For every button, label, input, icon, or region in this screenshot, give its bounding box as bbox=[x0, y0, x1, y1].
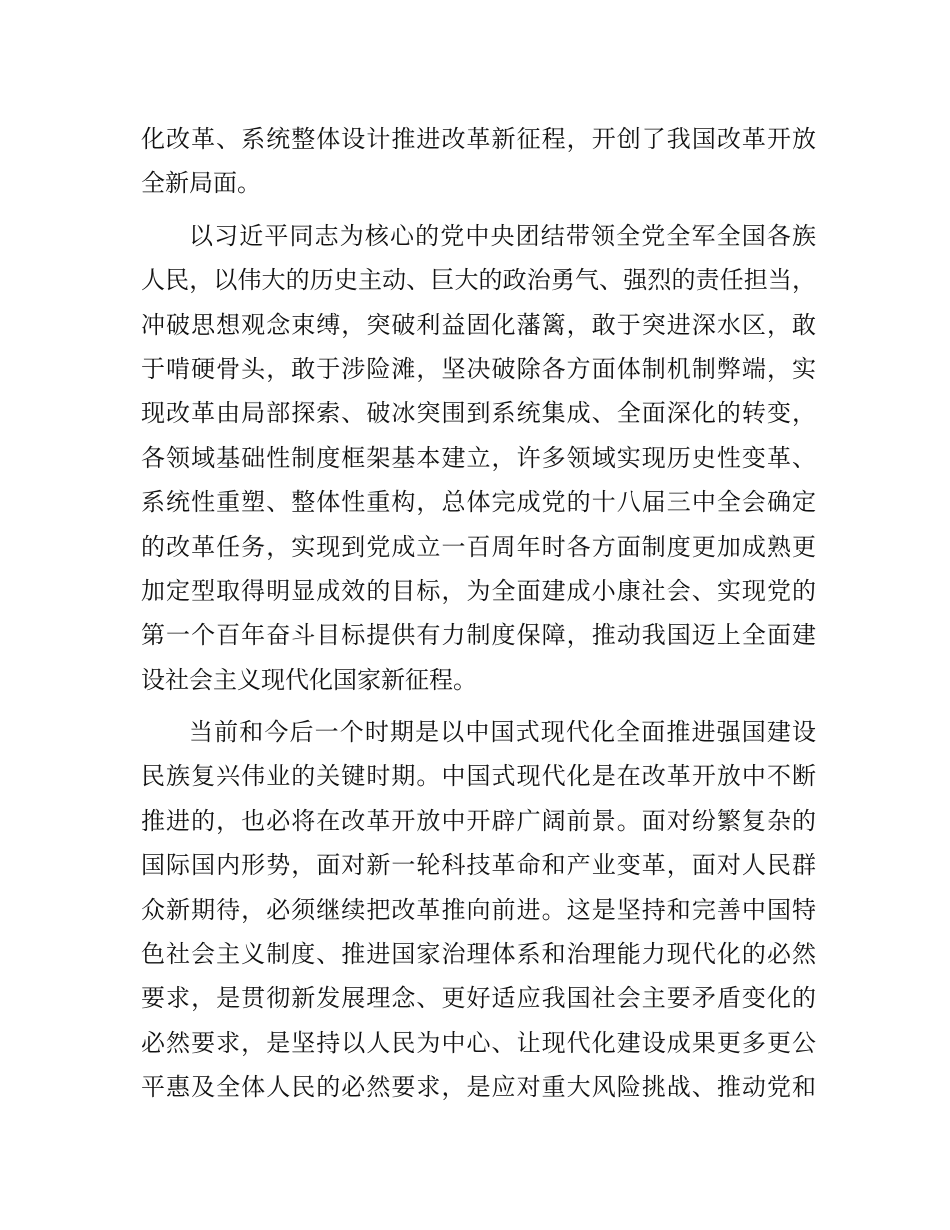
text-line: 系统性重塑、整体性重构，总体完成党的十八届三中全会确定 bbox=[141, 488, 816, 517]
text-line: 化改革、系统整体设计推进改革新征程，开创了我国改革开放 bbox=[141, 125, 816, 153]
text-line: 色社会主义制度、推进国家治理体系和治理能力现代化的必然 bbox=[141, 940, 816, 969]
text-line: 必然要求，是坚持以人民为中心、让现代化建设成果更多更公 bbox=[141, 1028, 816, 1057]
text-line: 推进的，也必将在改革开放中开辟广阔前景。面对纷繁复杂的 bbox=[141, 806, 816, 835]
text-line: 设社会主义现代化国家新征程。 bbox=[141, 665, 477, 694]
text-line: 众新期待，必须继续把改革推向前进。这是坚持和完善中国特 bbox=[141, 895, 816, 924]
text-line: 冲破思想观念束缚，突破利益固化藩篱，敢于突进深水区，敢 bbox=[141, 310, 816, 339]
paragraph-1 bbox=[141, 117, 816, 206]
text-line: 人民，以伟大的历史主动、巨大的政治勇气、强烈的责任担当， bbox=[141, 266, 816, 295]
paragraph-spacer bbox=[141, 702, 816, 710]
text-line: 当前和今后一个时期是以中国式现代化全面推进强国建设 bbox=[189, 718, 816, 747]
text-line: 平惠及全体人民的必然要求，是应对重大风险挑战、推动党和 bbox=[141, 1073, 816, 1102]
text-line: 全新局面。 bbox=[141, 169, 261, 198]
text-line: 加定型取得明显成效的目标，为全面建成小康社会、实现党的 bbox=[141, 576, 816, 605]
text-line: 要求，是贯彻新发展理念、更好适应我国社会主要矛盾变化的 bbox=[141, 984, 816, 1013]
paragraph-spacer bbox=[141, 206, 816, 214]
text-line: 于啃硬骨头，敢于涉险滩，坚决破除各方面体制机制弊端，实 bbox=[141, 354, 816, 383]
text-line: 第一个百年奋斗目标提供有力制度保障，推动我国迈上全面建 bbox=[141, 621, 816, 650]
text-line: 的改革任务，实现到党成立一百周年时各方面制度更加成熟更 bbox=[141, 532, 816, 561]
text-line: 现改革由局部探索、破冰突围到系统集成、全面深化的转变， bbox=[141, 399, 816, 428]
document-body bbox=[141, 117, 816, 1110]
text-line: 民族复兴伟业的关键时期。中国式现代化是在改革开放中不断 bbox=[141, 762, 816, 791]
paragraph-2 bbox=[141, 214, 816, 702]
paragraph-3 bbox=[141, 710, 816, 1110]
text-line: 各领域基础性制度框架基本建立，许多领域实现历史性变革、 bbox=[141, 443, 816, 472]
text-line: 国际国内形势，面对新一轮科技革命和产业变革，面对人民群 bbox=[141, 851, 816, 880]
text-line: 以习近平同志为核心的党中央团结带领全党全军全国各族 bbox=[189, 221, 816, 250]
